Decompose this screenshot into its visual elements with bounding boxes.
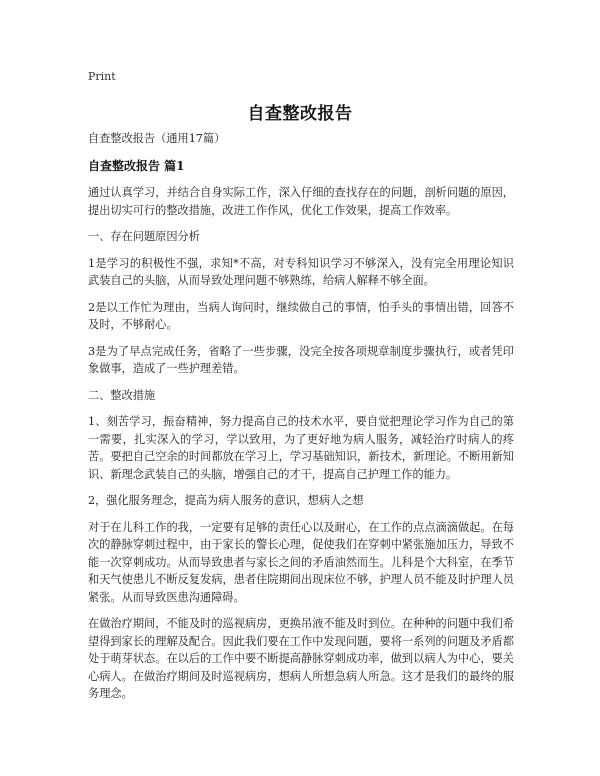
paragraph-problem-2: 2是以工作忙为理由，当病人询问时，继续做自己的事情，怕手头的事情出错，回答不及时，不够耐心。	[88, 300, 514, 331]
section-heading: 自查整改报告 篇1	[88, 158, 185, 173]
subheading-problem-analysis: 一、存在问题原因分析	[88, 230, 200, 243]
paragraph-measure-2-heading: 2，强化服务理念，提高为病人服务的意识，想病人之想	[88, 494, 364, 507]
paragraph-intro: 通过认真学习，并结合自身实际工作，深入仔细的查找存在的问题，剖析问题的原因，提出切实可行的整改措施，改进工作作风，优化工作效果，提高工作效率。	[88, 186, 514, 217]
paragraph-problem-1: 1是学习的积极性不强，求知*不高，对专科知识学习不够深入，没有完全用理论知识武装自己的头脑，从而导致处理问题不够熟练，给病人解释不够全面。	[88, 256, 514, 287]
document-title: 自查整改报告	[247, 104, 353, 124]
subheading-measures: 二、整改措施	[88, 388, 156, 402]
print-label: Print	[88, 70, 116, 83]
paragraph-measure-1: 1、刻苦学习，振奋精神，努力提高自己的技术水平，要自觉把理论学习作为自己的第一需要，扎实深入的学习，学以致用，为了更好地为病人服务，减轻治疗时病人的疼苦。要把自己空余的时间都放在学习上，学习基础知识，新技术，新理论。不断用新知识、新理念武装自己的头脑，增强自己的才干，提高自己护理工作的能力。	[88, 415, 514, 481]
paragraph-measure-2-continued: 在做治疗期间，不能及时的巡视病房，更换吊液不能及时到位。在种种的问题中我们希望得到家长的理解及配合。因此我们要在工作中发现问题，要将一系列的问题及矛盾都处于萌芽状态。在以后的工作中要不断提高静脉穿刺成功率，做到以病人为中心，要关心病人。在做治疗期间及时巡视病房，想病人所想急病人所急。这才是我们的最终的服务理念。	[88, 617, 514, 700]
paragraph-measure-2-body: 对于在儿科工作的我，一定要有足够的责任心以及耐心，在工作的点点滴滴做起。在每次的静脉穿刺过程中，由于家长的警长心理，促使我们在穿刺中紧张施加压力，导致不能一次穿刺成功。从而导致患者与家长之间的矛盾油然而生。儿科是个大科室，在季节和天气使患儿不断反复发病，患者住院期间出现床位不够，护理人员不能及时护理人员紧张。从而导致医患沟通障碍。	[88, 520, 514, 604]
paragraph-problem-3: 3是为了早点完成任务，省略了一些步骤，没完全按各项规章制度步骤执行，或者凭印象做事，造成了一些护理差错。	[88, 344, 514, 375]
document-body	[88, 130, 514, 712]
document-subtitle: 自查整改报告（通用17篇）	[88, 132, 226, 145]
